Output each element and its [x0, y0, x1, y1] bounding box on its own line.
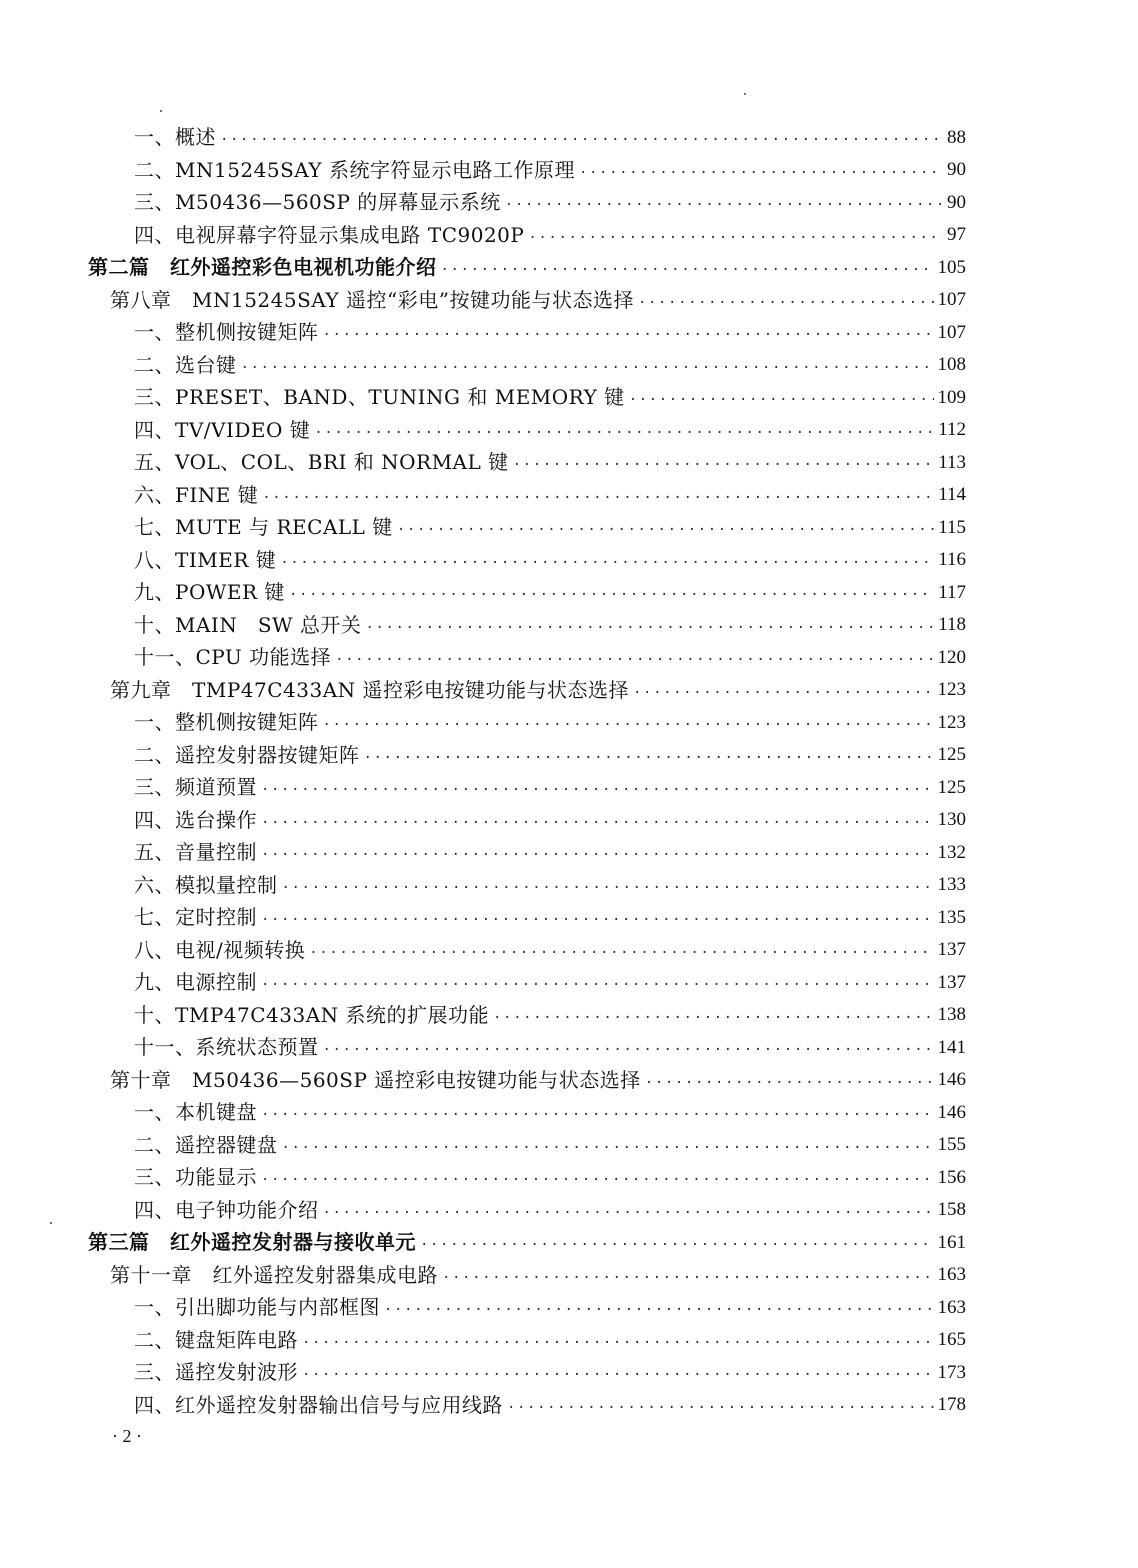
toc-section-entry — [0, 381, 1138, 414]
dot-leader — [364, 751, 963, 765]
toc-section-entry — [0, 446, 1138, 479]
toc-section-entry — [0, 414, 1138, 447]
toc-entry-title: 十一、系统状态预置 — [134, 1035, 319, 1060]
toc-entry-title: 六、FINE 键 — [134, 482, 259, 507]
dot-leader — [280, 556, 962, 570]
dot-leader — [579, 166, 962, 180]
toc-entry-title: 三、M50436—560SP 的屏幕显示系统 — [134, 190, 501, 215]
toc-entry-page-number: 125 — [934, 778, 967, 797]
toc-entry-page-number: 125 — [934, 745, 967, 764]
toc-entry-title: 第十一章 红外遥控发射器集成电路 — [110, 1262, 438, 1287]
toc-section-entry — [0, 1194, 1138, 1227]
toc-section-entry — [0, 511, 1138, 544]
toc-chapter-entry — [0, 1259, 1138, 1292]
toc-section-entry — [0, 836, 1138, 869]
toc-entry-title: 六、模拟量控制 — [134, 872, 278, 897]
dot-leader — [513, 458, 962, 472]
toc-section-entry — [0, 1356, 1138, 1389]
toc-section-entry — [0, 706, 1138, 739]
toc-entry-title: 三、功能显示 — [134, 1165, 257, 1190]
toc-entry-page-number: 108 — [934, 355, 967, 374]
toc-entry-page-number: 112 — [934, 420, 966, 439]
toc-entry-title: 第十章 M50436—560SP 遥控彩电按键功能与状态选择 — [110, 1067, 641, 1092]
dot-leader — [323, 1206, 963, 1220]
toc-entry-page-number: 123 — [934, 680, 967, 699]
dot-leader — [384, 1303, 962, 1317]
toc-entry-page-number: 114 — [934, 485, 966, 504]
toc-entry-page-number: 155 — [934, 1135, 967, 1154]
dot-leader — [261, 978, 962, 992]
toc-entry-title: 二、遥控器键盘 — [134, 1132, 278, 1157]
toc-entry-title: 九、POWER 键 — [134, 580, 285, 605]
toc-entry-page-number: 123 — [934, 713, 967, 732]
toc-entry-page-number: 173 — [934, 1363, 967, 1382]
dot-leader — [505, 198, 962, 212]
dot-leader — [397, 523, 962, 537]
toc-entry-title: 三、PRESET、BAND、TUNING 和 MEMORY 键 — [134, 385, 625, 410]
toc-entry-page-number: 146 — [934, 1103, 967, 1122]
toc-entry-page-number: 163 — [934, 1265, 967, 1284]
toc-entry-title: 二、遥控发射器按键矩阵 — [134, 742, 360, 767]
toc-entry-title: 二、键盘矩阵电路 — [134, 1327, 298, 1352]
toc-entry-title: 八、TIMER 键 — [134, 547, 277, 572]
dot-leader — [261, 1173, 962, 1187]
toc-section-entry — [0, 609, 1138, 642]
toc-chapter-entry — [0, 674, 1138, 707]
toc-entry-page-number: 165 — [934, 1330, 967, 1349]
dot-leader — [323, 718, 963, 732]
dot-leader — [323, 1043, 963, 1057]
toc-entry-title: 一、整机侧按键矩阵 — [134, 320, 319, 345]
toc-entry-title: 一、引出脚功能与内部框图 — [134, 1295, 380, 1320]
toc-entry-page-number: 138 — [934, 1005, 967, 1024]
dot-leader — [261, 816, 962, 830]
toc-entry-title: 一、整机侧按键矩阵 — [134, 710, 319, 735]
toc-entry-page-number: 130 — [934, 810, 967, 829]
toc-entry-title: 第三篇 红外遥控发射器与接收单元 — [88, 1230, 416, 1255]
dot-leader — [493, 1011, 962, 1025]
toc-entry-title: 五、VOL、COL、BRI 和 NORMAL 键 — [134, 450, 509, 475]
dot-leader — [323, 328, 963, 342]
dot-leader — [507, 1401, 962, 1415]
toc-section-entry — [0, 999, 1138, 1032]
toc-entry-page-number: 107 — [934, 290, 967, 309]
toc-entry-title: 第二篇 红外遥控彩色电视机功能介绍 — [88, 255, 437, 280]
toc-entry-title: 七、MUTE 与 RECALL 键 — [134, 515, 393, 540]
toc-entry-page-number: 107 — [934, 323, 967, 342]
toc-entry-page-number: 133 — [934, 875, 967, 894]
toc-section-entry — [0, 869, 1138, 902]
toc-entry-page-number: 158 — [934, 1200, 967, 1219]
toc-entry-title: 四、TV/VIDEO 键 — [134, 417, 311, 442]
toc-entry-title: 三、频道预置 — [134, 775, 257, 800]
dot-leader — [282, 881, 963, 895]
toc-entry-title: 十一、CPU 功能选择 — [134, 645, 332, 670]
toc-entry-page-number: 132 — [934, 843, 967, 862]
toc-entry-page-number: 88 — [943, 128, 966, 147]
scan-speck — [160, 110, 162, 112]
dot-leader — [645, 1076, 962, 1090]
dot-leader — [633, 686, 962, 700]
toc-section-entry — [0, 1389, 1138, 1422]
toc-section-entry — [0, 1096, 1138, 1129]
toc-section-entry — [0, 804, 1138, 837]
toc-entry-title: 四、选台操作 — [134, 807, 257, 832]
toc-entry-title: 一、概述 — [134, 125, 216, 150]
toc-section-entry — [0, 1161, 1138, 1194]
toc-entry-title: 二、MN15245SAY 系统字符显示电路工作原理 — [134, 157, 575, 182]
toc-entry-page-number: 163 — [934, 1298, 967, 1317]
dot-leader — [441, 263, 963, 277]
toc-section-entry — [0, 1129, 1138, 1162]
toc-entry-page-number: 141 — [934, 1038, 967, 1057]
toc-entry-title: 七、定时控制 — [134, 905, 257, 930]
toc-section-entry — [0, 771, 1138, 804]
dot-leader — [261, 848, 962, 862]
toc-entry-title: 十、TMP47C433AN 系统的扩展功能 — [134, 1002, 490, 1027]
dot-leader — [241, 361, 963, 375]
toc-entry-title: 四、电视屏幕字符显示集成电路 TC9020P — [134, 222, 525, 247]
dot-leader — [261, 783, 962, 797]
dot-leader — [335, 653, 962, 667]
toc-entry-page-number: 97 — [943, 225, 966, 244]
toc-entry-page-number: 90 — [943, 193, 966, 212]
dot-leader — [638, 296, 962, 310]
toc-entry-title: 八、电视/视频转换 — [134, 937, 306, 962]
toc-entry-page-number: 137 — [934, 973, 967, 992]
dot-leader — [261, 1108, 962, 1122]
toc-entry-page-number: 178 — [934, 1395, 967, 1414]
toc-section-entry — [0, 544, 1138, 577]
toc-section-entry — [0, 576, 1138, 609]
dot-leader — [262, 491, 962, 505]
toc-entry-page-number: 137 — [934, 940, 967, 959]
toc-entry-page-number: 118 — [934, 615, 966, 634]
toc-entry-title: 一、本机键盘 — [134, 1100, 257, 1125]
toc-entry-title: 五、音量控制 — [134, 840, 257, 865]
toc-section-entry — [0, 641, 1138, 674]
toc-entry-page-number: 156 — [934, 1168, 967, 1187]
toc-section-entry — [0, 349, 1138, 382]
toc-entry-page-number: 109 — [934, 388, 967, 407]
dot-leader — [289, 588, 962, 602]
toc-entry-title: 第九章 TMP47C433AN 遥控彩电按键功能与状态选择 — [110, 677, 630, 702]
toc-section-entry — [0, 1291, 1138, 1324]
toc-section-entry — [0, 186, 1138, 219]
toc-entry-page-number: 117 — [934, 583, 966, 602]
dot-leader — [528, 231, 962, 245]
dot-leader — [365, 621, 962, 635]
dot-leader — [420, 1238, 962, 1252]
toc-entry-page-number: 161 — [934, 1233, 967, 1252]
page-number: · 2 · — [112, 1426, 142, 1446]
toc-entry-page-number: 115 — [934, 518, 966, 537]
dot-leader — [261, 913, 962, 927]
dot-leader — [302, 1368, 962, 1382]
dot-leader — [442, 1271, 962, 1285]
toc-section-entry — [0, 316, 1138, 349]
toc-chapter-entry — [0, 1064, 1138, 1097]
toc-section-entry — [0, 1324, 1138, 1357]
toc-entry-title: 第八章 MN15245SAY 遥控“彩电”按键功能与状态选择 — [110, 287, 634, 312]
scan-speck — [744, 93, 746, 95]
dot-leader — [282, 1141, 963, 1155]
toc-entry-page-number: 116 — [934, 550, 966, 569]
toc-entry-page-number: 90 — [943, 160, 966, 179]
toc-entry-page-number: 105 — [934, 258, 967, 277]
toc-part-entry — [0, 251, 1138, 284]
toc-entry-page-number: 120 — [934, 648, 967, 667]
toc-chapter-entry — [0, 284, 1138, 317]
toc-entry-page-number: 146 — [934, 1070, 967, 1089]
toc-section-entry — [0, 219, 1138, 252]
dot-leader — [629, 393, 962, 407]
toc-section-entry — [0, 739, 1138, 772]
toc-section-entry — [0, 154, 1138, 187]
table-of-contents — [0, 121, 1138, 1421]
toc-entry-title: 四、电子钟功能介绍 — [134, 1197, 319, 1222]
toc-section-entry — [0, 901, 1138, 934]
dot-leader — [220, 133, 962, 147]
toc-section-entry — [0, 934, 1138, 967]
toc-section-entry — [0, 121, 1138, 154]
toc-entry-title: 十、MAIN SW 总开关 — [134, 612, 362, 637]
toc-entry-page-number: 113 — [934, 453, 966, 472]
toc-entry-title: 二、选台键 — [134, 352, 237, 377]
toc-section-entry — [0, 1031, 1138, 1064]
toc-entry-page-number: 135 — [934, 908, 967, 927]
toc-entry-title: 九、电源控制 — [134, 970, 257, 995]
toc-part-entry — [0, 1226, 1138, 1259]
dot-leader — [314, 426, 962, 440]
toc-section-entry — [0, 966, 1138, 999]
dot-leader — [309, 946, 962, 960]
dot-leader — [302, 1336, 962, 1350]
toc-section-entry — [0, 479, 1138, 512]
toc-entry-title: 三、遥控发射波形 — [134, 1360, 298, 1385]
toc-entry-title: 四、红外遥控发射器输出信号与应用线路 — [134, 1392, 503, 1417]
